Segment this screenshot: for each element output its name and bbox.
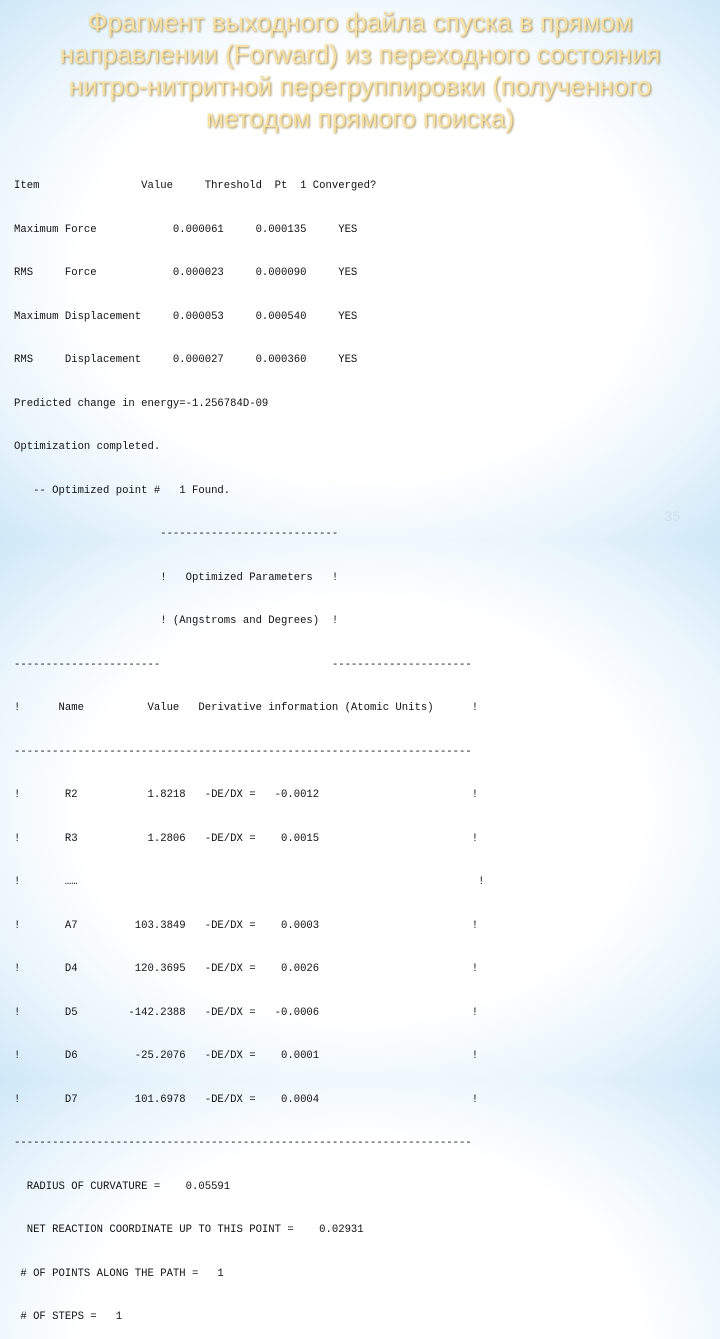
log-line: ------------------------------------------------------------------------ bbox=[14, 1137, 472, 1149]
log-line: ! (Angstroms and Degrees) ! bbox=[14, 615, 339, 627]
log-line: NET REACTION COORDINATE UP TO THIS POINT = 0.02931 bbox=[14, 1224, 364, 1236]
log-line: Predicted change in energy=-1.256784D-09 bbox=[14, 397, 269, 410]
log-line: # OF STEPS = 1 bbox=[14, 1311, 123, 1323]
log-line: ! Name Value Derivative information (Atomic Units) ! bbox=[14, 702, 479, 714]
log-line: RMS Displacement 0.000027 0.000360 YES bbox=[14, 354, 358, 366]
output-file-fragment bbox=[14, 150, 704, 1339]
page-number: 35 bbox=[664, 508, 680, 524]
log-line: ! D5 -142.2388 -DE/DX = -0.0006 ! bbox=[14, 1006, 479, 1019]
log-line: -- Optimized point # 1 Found. bbox=[14, 484, 231, 497]
log-line: Maximum Displacement 0.000053 0.000540 YES bbox=[14, 310, 358, 323]
title-line: нитро-нитритной перегруппировки (полученного bbox=[68, 71, 652, 101]
log-line: RMS Force 0.000023 0.000090 YES bbox=[14, 267, 358, 279]
log-line: ------------------------------------------------------------------------ bbox=[14, 745, 472, 758]
log-line: Optimization completed. bbox=[14, 441, 161, 453]
log-line: Maximum Force 0.000061 0.000135 YES bbox=[14, 223, 358, 236]
slide-title bbox=[10, 6, 710, 134]
log-line: ! D6 -25.2076 -DE/DX = 0.0001 ! bbox=[14, 1050, 479, 1062]
log-line: ! R3 1.2806 -DE/DX = 0.0015 ! bbox=[14, 832, 479, 845]
log-line: ! R2 1.8218 -DE/DX = -0.0012 ! bbox=[14, 789, 479, 801]
title-line: Фрагмент выходного файла спуска в прямом bbox=[87, 7, 633, 37]
log-line: # OF POINTS ALONG THE PATH = 1 bbox=[14, 1267, 224, 1280]
log-line: ! A7 103.3849 -DE/DX = 0.0003 ! bbox=[14, 919, 479, 932]
log-line: ! …… ! bbox=[14, 876, 485, 888]
log-line: ! Optimized Parameters ! bbox=[14, 571, 339, 584]
log-line: ! D7 101.6978 -DE/DX = 0.0004 ! bbox=[14, 1093, 479, 1106]
log-line: RADIUS OF CURVATURE = 0.05591 bbox=[14, 1180, 231, 1193]
title-line: направлении (Forward) из переходного состояния bbox=[59, 39, 661, 69]
log-line: ! D4 120.3695 -DE/DX = 0.0026 ! bbox=[14, 963, 479, 975]
log-line: ---------------------------- bbox=[14, 528, 339, 540]
log-line: ----------------------- ---------------------- bbox=[14, 658, 472, 671]
log-line: Item Value Threshold Pt 1 Converged? bbox=[14, 180, 377, 192]
title-line: методом прямого поиска) bbox=[205, 103, 515, 133]
